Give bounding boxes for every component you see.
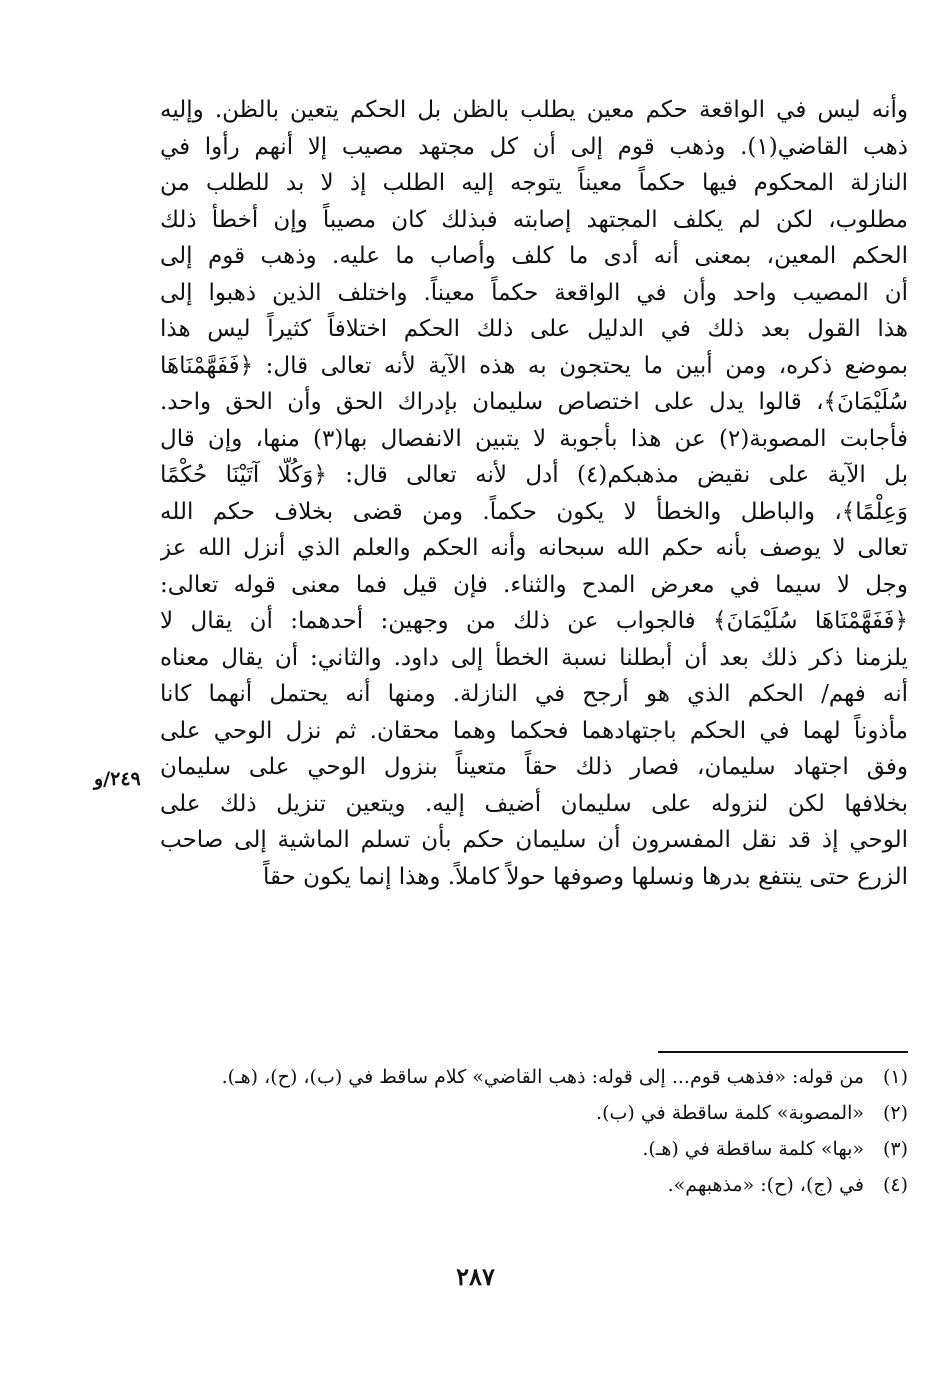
text-line: سُلَيْمَانَ﴾، قالوا يدل على اختصاص سليمان بإدراك الحق وأن الحق واحد. — [160, 389, 908, 415]
footnotes — [160, 1062, 908, 1206]
text-line: هذا القول بعد ذلك في الدليل على ذلك الحكم اختلافاً كثيراً ليس هذا — [160, 316, 908, 342]
text-line: بل الآية على نقيض مذهبكم(٤) أدل لأنه تعالى قال: ﴿وَكُلًّا آتَيْنَا حُكْمًا — [160, 462, 908, 488]
footnote-text: في (ج)، (ح): «مذهبهم». — [667, 1174, 864, 1196]
footnote-number: (٤) — [882, 1174, 908, 1196]
text-line: ذهب القاضي(١). وذهب قوم إلى أن كل مجتهد مصيب إلا أنهم رأوا في — [160, 133, 908, 160]
footnote-text: «المصوبة» كلمة ساقطة في (ب). — [596, 1102, 864, 1124]
text-line: الزرع حتى ينتفع بدرها ونسلها وصوفها حولاً كاملاً. وهذا إنما يكون حقاً — [263, 863, 908, 890]
footnote-text: من قوله: «فذهب قوم... إلى قوله: ذهب القاضي» كلام ساقط في (ب)، (ح)، (هـ). — [221, 1066, 864, 1088]
text-line: وفق اجتهاد سليمان، فصار ذلك حقاً متعيناً بنزول الوحي على سليمان — [160, 754, 908, 780]
footnote — [160, 1098, 908, 1128]
main-text — [160, 92, 908, 895]
footnote-text: «بها» كلمة ساقطة في (هـ). — [642, 1138, 864, 1160]
text-line: النازلة المحكوم فيها حكماً معيناً يتوجه إليه الطلب إذ لا بد للطلب من — [160, 170, 908, 196]
text-line: أنه فهم/ الحكم الذي هو أرجح في النازلة. ومنها أنه يحتمل أنهما كانا — [160, 681, 908, 707]
footnote-number: (٣) — [882, 1138, 908, 1160]
text-line: وجل لا سيما في معرض المدح والثناء. فإن قيل فما معنى قوله تعالى: — [160, 571, 908, 598]
page-number: ٢٨٧ — [456, 1262, 495, 1291]
folio-margin-note: ٢٤٩/و — [94, 768, 141, 790]
text-line: مطلوب، لكن لم يكلف المجتهد إصابته فبذلك كان مصيباً وإن أخطأ ذلك — [160, 206, 908, 233]
footnote — [160, 1062, 908, 1092]
footnote-separator — [658, 1051, 908, 1053]
footnote-number: (١) — [882, 1066, 908, 1088]
text-line: مأذوناً لهما في الحكم باجتهادهما فحكما وهما محقان. ثم نزل الوحي على — [160, 717, 908, 744]
text-line: بموضع ذكره، ومن أبين ما يحتجون به هذه الآية لأنه تعالى قال: ﴿فَفَهَّمْنَاهَا — [160, 352, 908, 379]
footnote — [160, 1134, 908, 1164]
text-line: فأجابت المصوبة(٢) عن هذا بأجوبة لا يتبين الانفصال بها(٣) منها، وإن قال — [160, 425, 908, 452]
text-line: يلزمنا ذكر ذلك بعد أن أبطلنا نسبة الخطأ إلى داود. والثاني: أن يقال معناه — [160, 644, 908, 671]
text-line: تعالى لا يوصف بأنه حكم الله سبحانه وأنه الحكم والعلم الذي أنزل الله عز — [160, 535, 908, 561]
text-line: وأنه ليس في الواقعة حكم معين يطلب بالظن بل الحكم يتعين بالظن. وإليه — [160, 97, 908, 123]
footnote-number: (٢) — [882, 1102, 908, 1124]
footnote — [160, 1170, 908, 1200]
text-line: الحكم المعين، بمعنى أنه أدى ما كلف وأصاب ما عليه. وذهب قوم إلى — [160, 243, 908, 269]
text-line: الوحي إذ قد نقل المفسرون أن سليمان حكم بأن تسلم الماشية إلى صاحب — [160, 827, 908, 853]
text-line: وَعِلْمًا﴾، والباطل والخطأ لا يكون حكماً. ومن قضى بخلاف حكم الله — [160, 498, 908, 525]
text-line: بخلافها لكن لنزوله على سليمان أضيف إليه. ويتعين تنزيل ذلك على — [160, 790, 908, 817]
text-line: ﴿فَفَهَّمْنَاهَا سُلَيْمَانَ﴾ فالجواب عن ذلك من وجهين: أحدهما: أن يقال لا — [160, 608, 908, 634]
text-line: أن المصيب واحد وأن في الواقعة حكماً معيناً. واختلف الذين ذهبوا إلى — [160, 279, 908, 306]
